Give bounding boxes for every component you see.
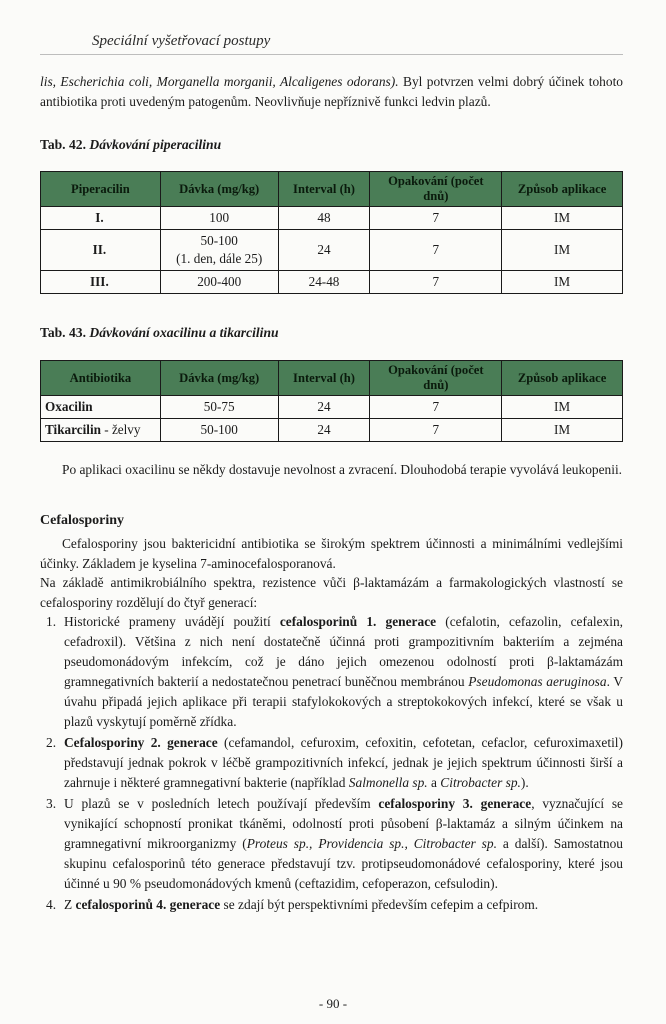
table-piperacillin-dosing	[40, 171, 623, 294]
row-label	[41, 419, 161, 442]
table-42-caption	[40, 137, 221, 153]
item-italic-text: Pseudomonas aeruginosa	[468, 674, 607, 689]
section-heading-cephalosporins: Cefalosporiny	[40, 513, 124, 528]
repeat-cell: 7	[370, 271, 502, 294]
dose-cell: 100	[160, 207, 278, 230]
list-item	[40, 794, 623, 894]
antibiotic-name: Oxacilin	[45, 399, 93, 414]
item-italic-text: Citrobacter sp.	[440, 775, 521, 790]
item-text: a	[427, 775, 441, 790]
column-header: Antibiotika	[41, 361, 161, 396]
table-row	[41, 419, 623, 442]
intro-paragraph	[40, 72, 623, 112]
column-header: Způsob aplikace	[502, 361, 623, 396]
repeat-cell: 7	[370, 207, 502, 230]
table-43-caption	[40, 325, 279, 341]
oxacillin-paragraph: Po aplikaci oxacilinu se někdy dostavuje nevolnost a zvracení. Dlouhodobá terapie vyvolává leukopenii.	[62, 462, 623, 477]
table-42-label: Tab. 42.	[40, 137, 86, 152]
table-43-label: Tab. 43.	[40, 325, 86, 340]
intro-italic-text: lis, Escherichia coli, Morganella morganii, Alcaligenes odorans).	[40, 74, 399, 89]
route-cell: IM	[502, 230, 623, 271]
column-header: Způsob aplikace	[502, 172, 623, 207]
item-bold-text: cefalosporinů 4. generace	[75, 897, 221, 912]
row-label: II.	[41, 230, 161, 271]
table-row	[41, 230, 623, 271]
route-cell: IM	[502, 207, 623, 230]
table-header-row	[41, 361, 623, 396]
interval-cell: 24	[278, 396, 370, 419]
list-number: 4.	[46, 897, 57, 912]
item-text: . V úvahu připadá jejich aplikace při terapii stafylokokových a streptokokových infekcí, které se však u plazů vyskytují poměrně zřídka.	[64, 674, 624, 729]
antibiotic-name: Tikarcilin	[45, 422, 101, 437]
dose-cell: 200-400	[160, 271, 278, 294]
route-cell: IM	[502, 396, 623, 419]
dose-cell	[160, 230, 278, 271]
table-header-row	[41, 172, 623, 207]
interval-cell: 24	[278, 419, 370, 442]
cephalosporins-intro: Cefalosporiny jsou baktericidní antibiotika se širokým spektrem účinnosti a minimálními vedlejšími účinky. Základem je kyselina 7-aminocefalosporanová.	[40, 536, 623, 571]
repeat-cell: 7	[370, 230, 502, 271]
item-italic-text: Salmonella sp.	[348, 775, 428, 790]
cephalosporins-classification: Na základě antimikrobiálního spektra, rezistence vůči β-laktamázám a farmakologických vlastností se cefalosporiny rozdělují do čtyř generací:	[40, 575, 623, 610]
item-text: Z	[64, 897, 76, 912]
antibiotic-note: - želvy	[100, 422, 141, 437]
column-header: Interval (h)	[278, 172, 370, 207]
running-header: Speciální vyšetřovací postupy	[92, 33, 271, 49]
item-bold-text: Cefalosporiny 2. generace	[64, 735, 218, 750]
item-text: Historické prameny uvádějí použití	[64, 614, 280, 629]
item-text: a další). Samostatnou skupinu cefalosporinů této generace představují tzv. protipseudomonádové cefalosporiny, které jsou účinné u 90 % pseudomonádových kmenů (ceftazidim, cefoperazon, cefsulodin).	[64, 836, 623, 891]
repeat-cell: 7	[370, 396, 502, 419]
row-label: III.	[41, 271, 161, 294]
column-header: Opakování (počet dnů)	[370, 172, 502, 207]
interval-cell: 24	[278, 230, 370, 271]
repeat-cell: 7	[370, 419, 502, 442]
item-bold-text: cefalosporinů 1. generace	[279, 614, 437, 629]
list-item	[40, 733, 623, 793]
table-43-title: Dávkování oxacilinu a tikarcilinu	[89, 325, 279, 340]
table-row	[41, 207, 623, 230]
interval-cell: 48	[278, 207, 370, 230]
item-text: U plazů se v posledních letech používají především	[64, 796, 379, 811]
dose-cell: 50-75	[160, 396, 278, 419]
dose-value: 50-100	[200, 233, 238, 248]
row-label	[41, 396, 161, 419]
list-number: 1.	[46, 614, 57, 629]
intro-text: Byl potvrzen velmi dobrý účinek tohoto antibiotika proti uvedeným patogenům. Neovlivňuje nepříznivě funkci ledvin plazů.	[40, 74, 623, 109]
column-header: Dávka (mg/kg)	[160, 172, 278, 207]
list-number: 3.	[46, 796, 57, 811]
route-cell: IM	[502, 271, 623, 294]
row-label: I.	[41, 207, 161, 230]
list-number: 2.	[46, 735, 57, 750]
table-row	[41, 271, 623, 294]
column-header: Opakování (počet dnů)	[370, 361, 502, 396]
item-italic-text: Proteus sp., Providencia sp., Citrobacter sp.	[246, 836, 497, 851]
interval-cell: 24-48	[278, 271, 370, 294]
dose-note: (1. den, dále 25)	[176, 251, 263, 266]
table-oxacillin-ticarcillin-dosing	[40, 360, 623, 442]
list-item	[40, 895, 623, 915]
item-text: se zdají být perspektivními především cefepim a cefpirom.	[220, 897, 539, 912]
column-header: Piperacilin	[41, 172, 161, 207]
column-header: Interval (h)	[278, 361, 370, 396]
item-bold-text: cefalosporiny 3. generace	[378, 796, 532, 811]
route-cell: IM	[502, 419, 623, 442]
list-item	[40, 612, 623, 732]
generation-list	[40, 612, 623, 916]
column-header: Dávka (mg/kg)	[160, 361, 278, 396]
table-42-title: Dávkování piperacilinu	[89, 137, 222, 152]
page-number: - 90 -	[318, 996, 348, 1011]
header-divider	[40, 54, 623, 55]
item-text: , vyznačující se vynikající schopností pronikat tkáněmi, odolností proti působení β-laktamáz a silným účinkem na gramnegativní mikroorganizmy (	[64, 796, 623, 851]
dose-cell: 50-100	[160, 419, 278, 442]
item-text: (cefalotin, cefazolin, cefalexin, cefadroxil). Většina z nich není dostatečně účinná proti grampozitivním bakteriím a zejména pseudomonádovým infekcím, což je dáno jejich omezenou odolností proti β-laktamázám gramnegativních bakterií a nedostatečnou penetrací buněčnou membránou	[64, 614, 624, 689]
table-row	[41, 396, 623, 419]
item-text: ).	[520, 775, 529, 790]
item-text: (cefamandol, cefuroxim, cefoxitin, cefotetan, cefaclor, cefuroximaxetil) představují jednak pokrok v léčbě grampozitivních infekcí, jednak je jejich spektrum účinnosti širší a zahrnuje i některé gramnegativní bakterie (například	[64, 735, 623, 790]
